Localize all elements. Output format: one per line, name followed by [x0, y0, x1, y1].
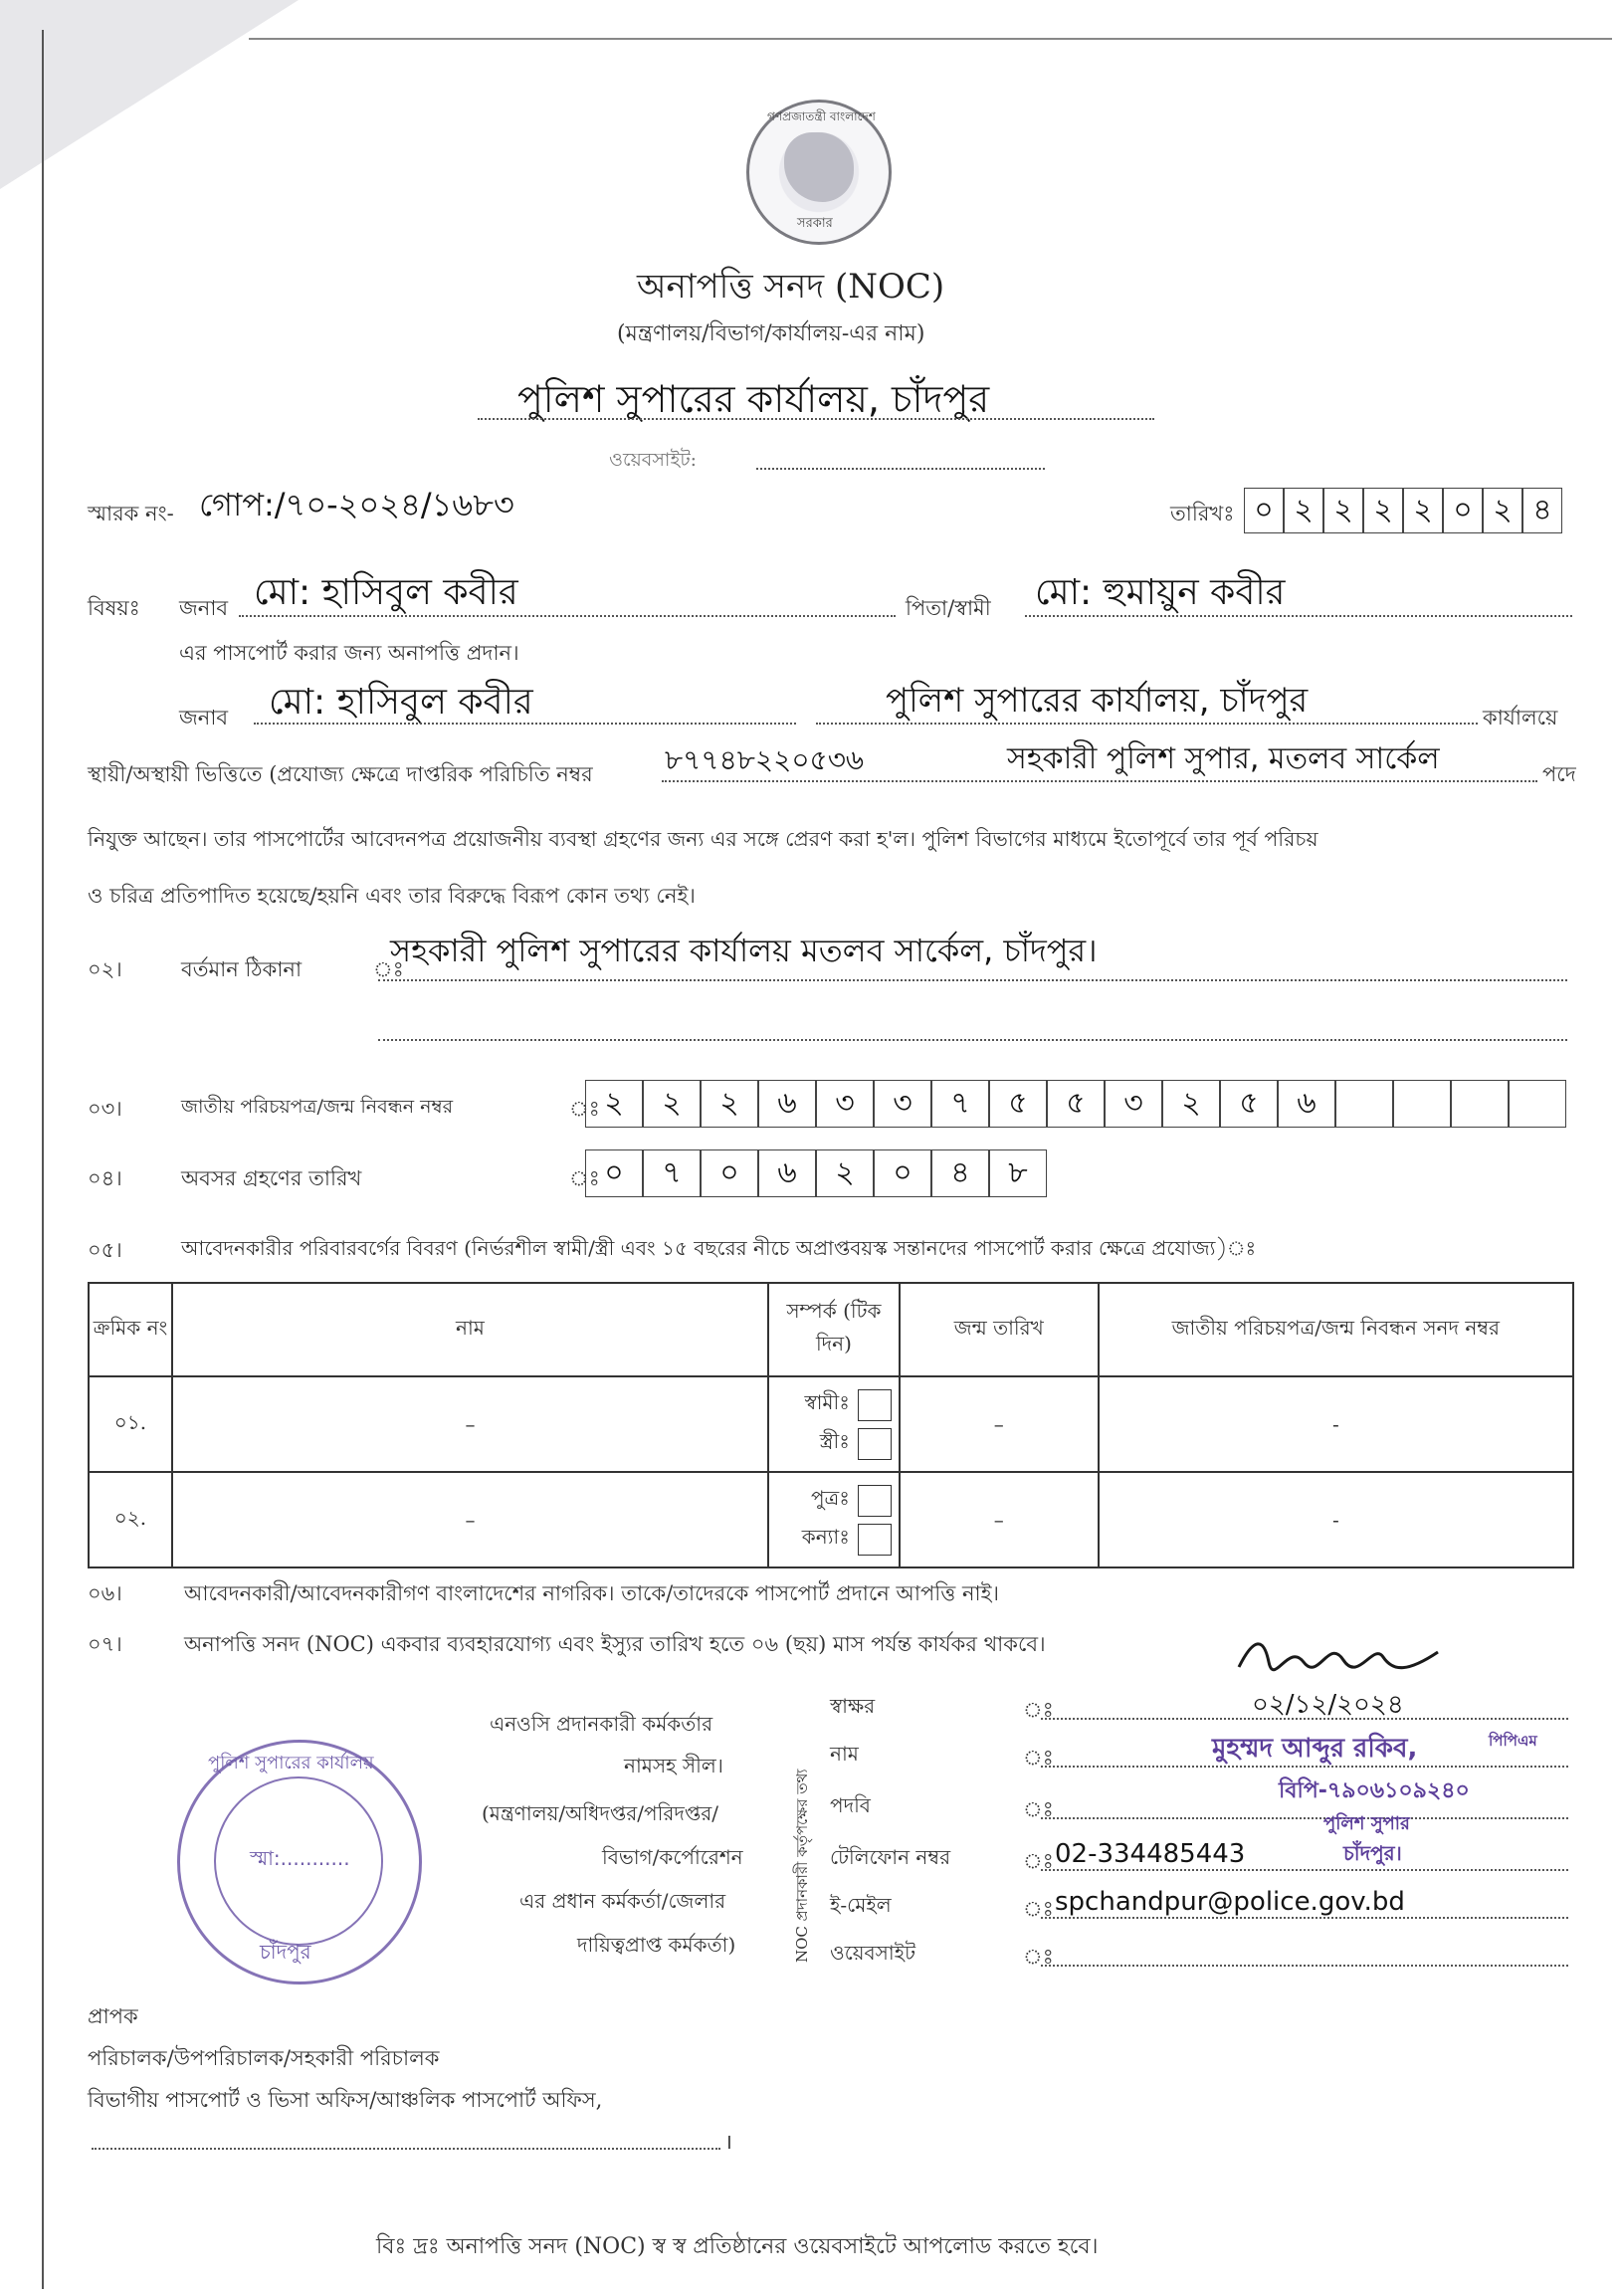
father-name: মো: হুমায়ুন কবীর: [1035, 572, 1286, 613]
emblem-top-text: গণপ্রজাতন্ত্রী বাংলাদেশ: [767, 109, 876, 123]
designation-suffix: পদে: [1542, 762, 1576, 786]
table-row: [89, 1376, 1573, 1472]
husband-checkbox[interactable]: [858, 1389, 892, 1421]
item-02-colon: ঃ: [373, 957, 404, 981]
signatory-line: দায়িত্বপ্রাপ্ত কর্মকর্তা): [577, 1933, 736, 1957]
header-name: নাম: [172, 1283, 768, 1376]
signature-date: ০২/১২/২০২৪: [1252, 1690, 1404, 1720]
website-label: ওয়েবসাইট:: [609, 449, 698, 471]
item-07-text: অনাপত্তি সনদ (NOC) একবার ব্যবহারযোগ্য এবং ইস্যুর তারিখ হতে ০৬ (ছয়) মাস পর্যন্ত কার্যকর থাকবে।: [184, 1632, 1046, 1656]
recipient-line1: পরিচালক/উপপরিচালক/সহকারী পরিচালক: [88, 2046, 440, 2070]
wife-checkbox[interactable]: [858, 1428, 892, 1460]
signatory-line: নামসহ সীল।: [624, 1754, 723, 1777]
office-suffix: কার্যালয়ে: [1483, 706, 1558, 730]
retirement-digit: ০: [874, 1149, 931, 1197]
colon-mark: ঃ: [1023, 1746, 1054, 1770]
email-line: [1041, 1917, 1568, 1919]
family-table: [88, 1282, 1574, 1568]
row-relation: [768, 1376, 900, 1472]
field-designation-label: পদবি: [830, 1793, 871, 1817]
email-address: spchandpur@police.gov.bd: [1055, 1887, 1405, 1917]
body-line3: নিযুক্ত আছেন। তার পাসপোর্টের আবেদনপত্র প্রয়োজনীয় ব্যবস্থা গ্রহণের জন্য এর সঙ্গে প্রেরণ করা হ'ল। পুলিশ বিভাগের মাধ্যমে ইতোপূর্বে তার পূর্ব পরিচয়: [88, 827, 1318, 851]
subject-mr-label: জনাব: [179, 596, 229, 620]
signatory-line: এনওসি প্রদানকারী কর্মকর্তার: [490, 1712, 713, 1736]
noc-authority-vertical-note: NOC প্রদানকারী কর্তৃপক্ষের তথ্য: [793, 1769, 811, 1963]
colon-mark: ঃ: [1023, 1897, 1054, 1921]
page-border-top: [249, 38, 1612, 40]
item-05-number: ০৫।: [88, 1238, 122, 1262]
nid-digit: ২: [701, 1080, 758, 1128]
date-digit: ২: [1403, 488, 1443, 533]
office-name-line: [478, 418, 1154, 420]
employee-name-line: [254, 723, 796, 725]
item-03-label: জাতীয় পরিচয়পত্র/জন্ম নিবন্ধন নম্বর: [181, 1096, 454, 1118]
item-04-label: অবসর গ্রহণের তারিখ: [181, 1166, 362, 1190]
subject-label: বিষয়ঃ: [88, 596, 140, 620]
bangladesh-map-icon: [784, 132, 854, 202]
date-digit: ২: [1363, 488, 1403, 533]
nid-boxes: [585, 1080, 1566, 1128]
present-address: সহকারী পুলিশ সুপারের কার্যালয় মতলব সার্কেল, চাঁদপুর।: [390, 932, 1098, 969]
relation-label: স্বামীঃ: [804, 1390, 850, 1414]
officer-district: চাঁদপুর।: [1343, 1841, 1402, 1865]
document-subtitle: (মন্ত্রণালয়/বিভাগ/কার্যালয়-এর নাম): [617, 321, 925, 346]
field-name-label: নাম: [830, 1742, 859, 1766]
officer-post: পুলিশ সুপার: [1323, 1813, 1410, 1834]
recipient-address-line: [92, 2148, 720, 2150]
memo-label: স্মারক নং-: [88, 502, 174, 525]
designation: সহকারী পুলিশ সুপার, মতলব সার্কেল: [1007, 741, 1440, 776]
date-digit: ৪: [1522, 488, 1562, 533]
body-line4: ও চরিত্র প্রতিপাদিত হয়েছে/হয়নি এবং তার বিরুদ্ধে বিরূপ কোন তথ্য নেই।: [88, 884, 696, 908]
row-name: –: [172, 1376, 768, 1472]
nid-digit: ৬: [1278, 1080, 1335, 1128]
address-line-2: [378, 1039, 1567, 1041]
date-digit: ০: [1443, 488, 1483, 533]
nid-digit: ৫: [1220, 1080, 1278, 1128]
nid-digit: ২: [643, 1080, 701, 1128]
stamp-top-text: পুলিশ সুপারের কার্যালয়: [208, 1753, 374, 1774]
daughter-checkbox[interactable]: [858, 1524, 892, 1556]
employee-office-line: [816, 723, 1478, 725]
stamp-bottom-text: চাঁদপুর: [260, 1940, 311, 1964]
nid-digit: ৩: [816, 1080, 874, 1128]
document-title: অনাপত্তি সনদ (NOC): [637, 267, 945, 307]
nid-digit: [1451, 1080, 1509, 1128]
relation-label: পুত্রঃ: [810, 1486, 850, 1510]
colon-mark: ঃ: [1023, 1945, 1054, 1969]
date-digit: ২: [1483, 488, 1522, 533]
item-05-label: আবেদনকারীর পরিবারবর্গের বিবরণ (নির্ভরশীল স্বামী/স্ত্রী এবং ১৫ বছরের নীচে অপ্রাপ্তবয়স্ক সন্তানদের পাসপোর্ট করার ক্ষেত্রে প্রযোজ্য)ঃ: [181, 1236, 1257, 1260]
row-dob: –: [900, 1376, 1099, 1472]
colon-mark: ঃ: [1023, 1849, 1054, 1873]
field-signature-label: স্বাক্ষর: [830, 1694, 876, 1718]
item-02-label: বর্তমান ঠিকানা: [181, 957, 303, 981]
office-name: পুলিশ সুপারের কার্যালয়, চাঁদপুর: [517, 377, 990, 421]
office-round-stamp: [177, 1740, 422, 1984]
son-checkbox[interactable]: [858, 1485, 892, 1517]
nid-digit: ২: [1162, 1080, 1220, 1128]
government-emblem: [746, 100, 892, 245]
body-line2: স্থায়ী/অস্থায়ী ভিত্তিতে (প্রযোজ্য ক্ষেত্রে দাপ্তরিক পরিচিতি নম্বর: [88, 762, 593, 786]
row-relation: [768, 1472, 900, 1567]
colon-mark: ঃ: [1023, 1797, 1054, 1821]
nid-digit: ৫: [1047, 1080, 1105, 1128]
subject-line2: এর পাসপোর্ট করার জন্য অনাপত্তি প্রদান।: [179, 641, 519, 665]
colon-mark: ঃ: [1023, 1698, 1054, 1722]
folded-corner: [0, 0, 299, 189]
official-id-number: ৮৭৭৪৮২২০৫৩৬: [665, 743, 865, 776]
retirement-date-boxes: [585, 1149, 1047, 1197]
row-serial: ০১.: [89, 1376, 172, 1472]
nid-digit: ৩: [1105, 1080, 1162, 1128]
date-label: তারিখঃ: [1170, 502, 1235, 525]
header-relation: সম্পর্ক (টিক দিন): [768, 1283, 900, 1376]
retirement-digit: ৪: [931, 1149, 989, 1197]
row-name: –: [172, 1472, 768, 1567]
row-nid: -: [1099, 1376, 1573, 1472]
date-boxes: [1244, 488, 1562, 533]
father-name-line: [1025, 615, 1572, 617]
relation-label: কন্যাঃ: [801, 1525, 850, 1549]
field-email-label: ই-মেইল: [830, 1893, 892, 1917]
signatory-line: (মন্ত্রণালয়/অধিদপ্তর/পরিদপ্তর/: [482, 1801, 719, 1825]
item-04-number: ০৪।: [88, 1166, 122, 1190]
item-07-number: ০৭।: [88, 1632, 122, 1656]
father-label: পিতা/স্বামী: [906, 596, 991, 620]
officer-name: মুহম্মদ আব্দুর রকিব,: [1212, 1734, 1418, 1764]
field-website-label: ওয়েবসাইট: [830, 1941, 915, 1965]
recipient-line2: বিভাগীয় পাসপোর্ট ও ভিসা অফিস/আঞ্চলিক পাসপোর্ট অফিস,: [88, 2088, 603, 2112]
employee-name: মো: হাসিবুল কবীর: [269, 682, 533, 723]
nid-digit: [1393, 1080, 1451, 1128]
memo-number: গোপ:/৭০-২০২৪/১৬৮৩: [199, 486, 514, 523]
header-dob: জন্ম তারিখ: [900, 1283, 1099, 1376]
field-phone-label: টেলিফোন নম্বর: [830, 1845, 951, 1869]
header-nid: জাতীয় পরিচয়পত্র/জন্ম নিবন্ধন সনদ নম্বর: [1099, 1283, 1573, 1376]
phone-line: [1041, 1869, 1568, 1871]
header-serial: ক্রমিক নং: [89, 1283, 172, 1376]
date-digit: ০: [1244, 488, 1284, 533]
employee-office: পুলিশ সুপারের কার্যালয়, চাঁদপুর: [886, 681, 1309, 721]
table-header-row: [89, 1283, 1573, 1376]
row-nid: -: [1099, 1472, 1573, 1567]
nid-digit: [1335, 1080, 1393, 1128]
subject-name-line: [239, 615, 896, 617]
nid-digit: ৫: [989, 1080, 1047, 1128]
item-06-number: ০৬।: [88, 1581, 122, 1605]
nid-digit: ৬: [758, 1080, 816, 1128]
nid-digit: ৭: [931, 1080, 989, 1128]
emblem-bottom-text: সরকার: [797, 216, 833, 231]
officer-signature: [1234, 1632, 1443, 1682]
nid-digit: [1509, 1080, 1566, 1128]
officer-title-suffix: পিপিএম: [1489, 1732, 1537, 1750]
row-dob: –: [900, 1472, 1099, 1567]
retirement-digit: ০: [585, 1149, 643, 1197]
retirement-digit: ৭: [643, 1149, 701, 1197]
footer-note: বিঃ দ্রঃ অনাপত্তি সনদ (NOC) স্ব স্ব প্রতিষ্ঠানের ওয়েবসাইটে আপলোড করতে হবে।: [376, 2234, 1099, 2259]
nid-digit: ২: [585, 1080, 643, 1128]
table-row: [89, 1472, 1573, 1567]
phone-number: 02-334485443: [1055, 1839, 1246, 1869]
item-03-colon: ঃ: [569, 1097, 600, 1121]
recipient-end-mark: ।: [724, 2130, 732, 2154]
page-border-left: [42, 30, 44, 2289]
date-digit: ২: [1323, 488, 1363, 533]
retirement-digit: ২: [816, 1149, 874, 1197]
recipient-label: প্রাপক: [88, 2004, 138, 2028]
signatory-line: বিভাগ/কর্পোরেশন: [602, 1845, 743, 1869]
relation-label: স্ত্রীঃ: [819, 1429, 850, 1453]
item-04-colon: ঃ: [569, 1166, 600, 1190]
officer-bp: বিপি-৭৯০৬১০৯২৪০: [1279, 1778, 1470, 1803]
website-field-line: [1041, 1965, 1568, 1967]
nid-digit: ৩: [874, 1080, 931, 1128]
date-digit: ২: [1284, 488, 1323, 533]
designation-field-line: [1041, 1817, 1568, 1819]
subject-name: মো: হাসিবুল কবীর: [254, 572, 518, 613]
retirement-digit: ৬: [758, 1149, 816, 1197]
row-serial: ০২.: [89, 1472, 172, 1567]
signatory-line: এর প্রধান কর্মকর্তা/জেলার: [519, 1889, 726, 1913]
item-02-number: ০২।: [88, 957, 122, 981]
item-06-text: আবেদনকারী/আবেদনকারীগণ বাংলাদেশের নাগরিক। তাকে/তাদেরকে পাসপোর্ট প্রদানে আপত্তি নাই।: [184, 1581, 1000, 1605]
address-line-1: [378, 979, 1567, 981]
body-mr-label: জনাব: [179, 706, 229, 730]
item-03-number: ০৩।: [88, 1097, 122, 1121]
retirement-digit: ৮: [989, 1149, 1047, 1197]
website-line: [756, 468, 1045, 470]
retirement-digit: ০: [701, 1149, 758, 1197]
stamp-middle-text: স্মা:...........: [250, 1846, 350, 1870]
designation-line: [662, 780, 1537, 782]
